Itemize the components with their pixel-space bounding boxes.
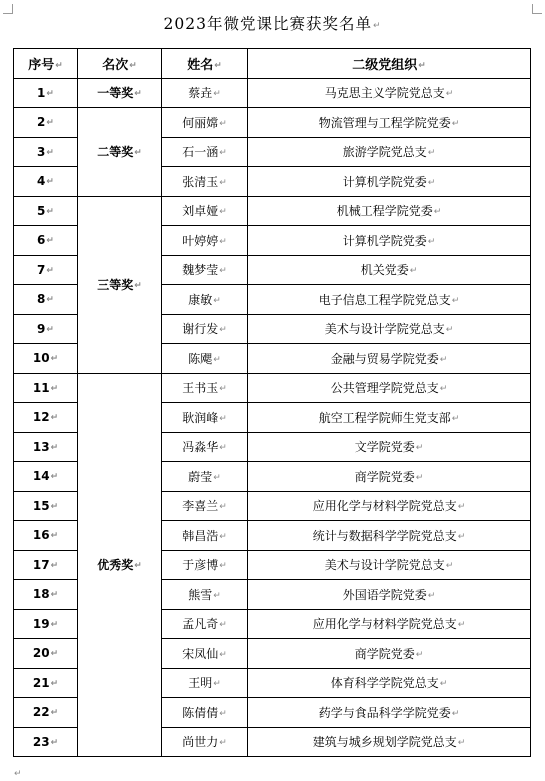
header-cell-name[interactable]: [162, 49, 248, 79]
paragraph-mark: ↵: [451, 413, 460, 424]
trailing-paragraph[interactable]: [13, 762, 22, 781]
index-cell[interactable]: [14, 432, 78, 462]
paragraph-mark: ↵: [451, 118, 460, 129]
paragraph-mark: ↵: [213, 89, 221, 100]
winner-name: 陈飔: [188, 351, 213, 366]
paragraph-mark: ↵: [219, 177, 227, 188]
index-value: 3: [37, 144, 46, 159]
org-cell[interactable]: [248, 432, 531, 462]
org-cell[interactable]: [248, 580, 531, 610]
party-org: 商学院党委: [354, 469, 415, 484]
index-value: 14: [32, 469, 50, 484]
paragraph-mark: ↵: [457, 738, 466, 749]
winner-name: 蔡垚: [188, 86, 213, 101]
org-cell[interactable]: [248, 108, 531, 138]
paragraph-mark: ↵: [219, 325, 227, 336]
name-cell[interactable]: [162, 137, 248, 167]
org-cell[interactable]: [248, 196, 531, 226]
index-value: 5: [37, 203, 46, 218]
table-row: [14, 196, 531, 226]
paragraph-mark: ↵: [50, 649, 59, 660]
award-label: 优秀奖: [97, 558, 134, 573]
paragraph-mark: ↵: [219, 384, 227, 395]
paragraph-mark: ↵: [129, 60, 137, 71]
org-cell[interactable]: [248, 373, 531, 403]
party-org: 马克思主义学院党总支: [324, 86, 445, 101]
org-cell[interactable]: [248, 137, 531, 167]
org-cell[interactable]: [248, 639, 531, 669]
org-cell[interactable]: [248, 491, 531, 521]
paragraph-mark: ↵: [50, 354, 59, 365]
header-award: 名次: [102, 57, 129, 73]
name-cell[interactable]: [162, 639, 248, 669]
paragraph-mark: ↵: [219, 531, 227, 542]
party-org: 药学与食品科学学院党委: [318, 705, 451, 720]
party-org: 旅游学院党总支: [342, 145, 427, 160]
title-text: 2023年微党课比赛获奖名单: [163, 15, 372, 33]
index-value: 10: [32, 351, 50, 366]
paragraph-mark: ↵: [46, 118, 54, 129]
name-cell[interactable]: [162, 491, 248, 521]
paragraph-mark: ↵: [427, 236, 436, 247]
paragraph-mark: ↵: [427, 177, 436, 188]
name-cell[interactable]: [162, 668, 248, 698]
paragraph-mark: ↵: [409, 266, 418, 277]
winner-name: 何丽嫦: [182, 115, 219, 130]
paragraph-mark: ↵: [451, 708, 460, 719]
paragraph-mark: ↵: [46, 147, 54, 158]
index-cell[interactable]: [14, 226, 78, 256]
award-table-body: [14, 49, 531, 757]
index-cell[interactable]: [14, 491, 78, 521]
org-cell[interactable]: [248, 668, 531, 698]
name-cell[interactable]: [162, 196, 248, 226]
paragraph-mark: ↵: [219, 413, 227, 424]
index-value: 2: [37, 115, 46, 130]
paragraph-mark: ↵: [219, 207, 227, 218]
table-row: [14, 78, 531, 108]
index-cell[interactable]: [14, 580, 78, 610]
winner-name: 于彦博: [182, 558, 219, 573]
index-cell[interactable]: [14, 344, 78, 374]
name-cell[interactable]: [162, 226, 248, 256]
winner-name: 蔚莹: [188, 469, 213, 484]
name-cell[interactable]: [162, 403, 248, 433]
paragraph-mark: ↵: [439, 679, 448, 690]
paragraph-mark: ↵: [55, 60, 63, 71]
winner-name: 熊雪: [188, 587, 213, 602]
header-org: 二级党组织: [352, 57, 418, 73]
header-cell-org[interactable]: [248, 49, 531, 79]
name-cell[interactable]: [162, 167, 248, 197]
paragraph-mark: ↵: [134, 281, 142, 291]
name-cell[interactable]: [162, 108, 248, 138]
index-cell[interactable]: [14, 668, 78, 698]
name-cell[interactable]: [162, 255, 248, 285]
table-row: [14, 108, 531, 138]
paragraph-mark: ↵: [445, 89, 454, 100]
index-value: 19: [32, 616, 50, 631]
party-org: 公共管理学院党总支: [330, 381, 439, 396]
award-label: 二等奖: [97, 145, 134, 160]
name-cell[interactable]: [162, 314, 248, 344]
index-value: 20: [32, 646, 50, 661]
party-org: 应用化学与材料学院党总支: [312, 617, 457, 632]
paragraph-mark: ↵: [214, 60, 222, 71]
name-cell[interactable]: [162, 432, 248, 462]
paragraph-mark: ↵: [46, 265, 54, 276]
paragraph-mark: ↵: [439, 354, 448, 365]
award-cell-excellence[interactable]: [78, 373, 162, 757]
index-cell[interactable]: [14, 373, 78, 403]
award-label: 三等奖: [97, 278, 134, 292]
award-cell-second[interactable]: [78, 108, 162, 197]
paragraph-mark: ↵: [213, 679, 221, 690]
index-value: 9: [37, 321, 46, 336]
paragraph-mark: ↵: [445, 325, 454, 336]
paragraph-mark: ↵: [433, 207, 442, 218]
index-value: 17: [32, 557, 50, 572]
index-value: 18: [32, 587, 50, 602]
index-value: 21: [32, 675, 50, 690]
org-cell[interactable]: [248, 314, 531, 344]
winner-name: 宋凤仙: [182, 646, 219, 661]
index-cell[interactable]: [14, 314, 78, 344]
winner-name: 王明: [188, 676, 213, 691]
index-cell[interactable]: [14, 196, 78, 226]
header-name: 姓名: [187, 57, 214, 73]
index-cell[interactable]: [14, 255, 78, 285]
org-cell[interactable]: [248, 727, 531, 757]
index-value: 16: [32, 528, 50, 543]
paragraph-mark: ↵: [213, 354, 221, 365]
paragraph-mark: ↵: [219, 148, 227, 159]
paragraph-mark: ↵: [50, 383, 59, 394]
paragraph-mark: ↵: [418, 60, 426, 71]
paragraph-mark: ↵: [439, 384, 448, 395]
winner-name: 尚世力: [182, 735, 219, 750]
paragraph-mark: ↵: [415, 472, 424, 483]
paragraph-mark: ↵: [50, 413, 59, 424]
party-org: 计算机学院党委: [342, 233, 427, 248]
winner-name: 张清玉: [182, 174, 219, 189]
paragraph-mark: ↵: [451, 295, 460, 306]
paragraph-mark: ↵: [50, 678, 59, 689]
paragraph-mark: ↵: [372, 21, 382, 31]
paragraph-mark: ↵: [50, 619, 59, 630]
org-cell[interactable]: [248, 698, 531, 728]
index-value: 8: [37, 292, 46, 307]
header-cell-index[interactable]: [14, 49, 78, 79]
party-org: 机关党委: [360, 263, 409, 278]
paragraph-mark: ↵: [219, 443, 227, 454]
index-cell[interactable]: [14, 550, 78, 580]
winner-name: 孟凡奇: [182, 617, 219, 632]
winner-name: 谢行发: [182, 322, 219, 337]
name-cell[interactable]: [162, 521, 248, 551]
award-label: 一等奖: [97, 86, 134, 101]
paragraph-mark: ↵: [14, 769, 22, 779]
index-cell[interactable]: [14, 609, 78, 639]
org-cell[interactable]: [248, 78, 531, 108]
index-value: 23: [32, 734, 50, 749]
winner-name: 康敏: [188, 292, 213, 307]
paragraph-mark: ↵: [219, 118, 227, 129]
party-org: 物流管理与工程学院党委: [318, 115, 451, 130]
name-cell[interactable]: [162, 78, 248, 108]
org-cell[interactable]: [248, 550, 531, 580]
name-cell[interactable]: [162, 580, 248, 610]
name-cell[interactable]: [162, 698, 248, 728]
name-cell[interactable]: [162, 373, 248, 403]
winner-name: 冯淼华: [182, 440, 219, 455]
party-org: 商学院党委: [354, 646, 415, 661]
party-org: 体育科学学院党总支: [330, 676, 439, 691]
paragraph-mark: ↵: [50, 442, 59, 453]
award-cell-first[interactable]: [78, 78, 162, 108]
index-cell[interactable]: [14, 521, 78, 551]
paragraph-mark: ↵: [219, 502, 227, 513]
paragraph-mark: ↵: [50, 501, 59, 512]
name-cell[interactable]: [162, 550, 248, 580]
index-cell[interactable]: [14, 78, 78, 108]
document-title[interactable]: [0, 12, 545, 34]
paragraph-mark: ↵: [134, 561, 142, 572]
paragraph-mark: ↵: [46, 295, 54, 306]
winner-name: 耿润峰: [182, 410, 219, 425]
org-cell[interactable]: [248, 255, 531, 285]
org-cell[interactable]: [248, 226, 531, 256]
index-value: 1: [37, 85, 46, 100]
paragraph-mark: ↵: [219, 738, 227, 749]
paragraph-mark: ↵: [134, 89, 142, 100]
paragraph-mark: ↵: [219, 561, 227, 572]
paragraph-mark: ↵: [46, 177, 54, 188]
index-cell[interactable]: [14, 403, 78, 433]
party-org: 机械工程学院党委: [336, 204, 433, 219]
paragraph-mark: ↵: [46, 236, 54, 247]
index-value: 6: [37, 233, 46, 248]
paragraph-mark: ↵: [50, 590, 59, 601]
index-value: 15: [32, 498, 50, 513]
paragraph-mark: ↵: [457, 531, 466, 542]
party-org: 美术与设计学院党总支: [324, 322, 445, 337]
name-cell[interactable]: [162, 344, 248, 374]
org-cell[interactable]: [248, 462, 531, 492]
paragraph-mark: ↵: [415, 649, 424, 660]
paragraph-mark: ↵: [457, 620, 466, 631]
winner-name: 魏梦莹: [182, 263, 219, 278]
winner-name: 陈倩倩: [182, 705, 219, 720]
party-org: 美术与设计学院党总支: [324, 558, 445, 573]
party-org: 电子信息工程学院党总支: [318, 292, 451, 307]
org-cell[interactable]: [248, 403, 531, 433]
header-cell-award[interactable]: [78, 49, 162, 79]
paragraph-mark: ↵: [219, 620, 227, 631]
winner-name: 王书玉: [182, 381, 219, 396]
index-value: 7: [37, 262, 46, 277]
party-org: 应用化学与材料学院党总支: [312, 499, 457, 514]
index-cell[interactable]: [14, 727, 78, 757]
paragraph-mark: ↵: [219, 266, 227, 277]
party-org: 建筑与城乡规划学院党总支: [312, 735, 457, 750]
paragraph-mark: ↵: [213, 472, 221, 483]
paragraph-mark: ↵: [213, 590, 221, 601]
party-org: 计算机学院党委: [342, 174, 427, 189]
paragraph-mark: ↵: [219, 649, 227, 660]
paragraph-mark: ↵: [134, 148, 142, 159]
winner-name: 李喜兰: [182, 499, 219, 514]
paragraph-mark: ↵: [427, 590, 436, 601]
index-cell[interactable]: [14, 285, 78, 315]
org-cell[interactable]: [248, 167, 531, 197]
winner-name: 叶婷婷: [182, 233, 219, 248]
name-cell[interactable]: [162, 727, 248, 757]
name-cell[interactable]: [162, 609, 248, 639]
index-cell[interactable]: [14, 639, 78, 669]
org-cell[interactable]: [248, 609, 531, 639]
party-org: 航空工程学院师生党支部: [318, 410, 451, 425]
award-table: [13, 48, 531, 757]
org-cell[interactable]: [248, 285, 531, 315]
index-value: 11: [32, 380, 50, 395]
paragraph-mark: ↵: [50, 531, 59, 542]
paragraph-mark: ↵: [427, 148, 436, 159]
index-value: 13: [32, 439, 50, 454]
party-org: 文学院党委: [354, 440, 415, 455]
winner-name: 刘卓娅: [182, 204, 219, 219]
index-cell[interactable]: [14, 167, 78, 197]
name-cell[interactable]: [162, 462, 248, 492]
winner-name: 石一涵: [182, 145, 219, 160]
party-org: 外国语学院党委: [342, 587, 427, 602]
paragraph-mark: ↵: [50, 708, 59, 719]
table-header-row: [14, 49, 531, 79]
index-cell[interactable]: [14, 137, 78, 167]
table-row: [14, 373, 531, 403]
index-value: 12: [32, 410, 50, 425]
paragraph-mark: ↵: [46, 88, 54, 99]
paragraph-mark: ↵: [457, 502, 466, 513]
paragraph-mark: ↵: [219, 708, 227, 719]
winner-name: 韩昌浩: [182, 528, 219, 543]
org-cell[interactable]: [248, 521, 531, 551]
party-org: 金融与贸易学院党委: [330, 351, 439, 366]
header-index: 序号: [28, 57, 55, 73]
paragraph-mark: ↵: [445, 561, 454, 572]
index-value: 4: [37, 174, 46, 189]
paragraph-mark: ↵: [415, 443, 424, 454]
paragraph-mark: ↵: [50, 560, 59, 571]
org-cell[interactable]: [248, 344, 531, 374]
award-cell-third[interactable]: [78, 196, 162, 373]
index-value: 22: [32, 705, 50, 720]
paragraph-mark: ↵: [50, 472, 59, 483]
paragraph-mark: ↵: [50, 737, 59, 748]
index-cell[interactable]: [14, 108, 78, 138]
paragraph-mark: ↵: [213, 295, 221, 306]
party-org: 统计与数据科学学院党总支: [312, 528, 457, 543]
name-cell[interactable]: [162, 285, 248, 315]
paragraph-mark: ↵: [46, 324, 54, 335]
paragraph-mark: ↵: [219, 236, 227, 247]
paragraph-mark: ↵: [46, 206, 54, 217]
index-cell[interactable]: [14, 462, 78, 492]
index-cell[interactable]: [14, 698, 78, 728]
